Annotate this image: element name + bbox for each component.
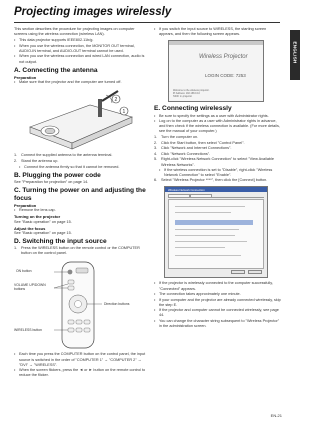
section-a-preparation: Preparation bbox=[14, 75, 37, 81]
direction-buttons-label: Direction buttons bbox=[104, 302, 130, 307]
projector-antenna-illustration bbox=[20, 87, 140, 151]
section-e-sub-bullet: • If the wireless connection is set to "Disable", right-click "Wireless Network Connection" to select "Enable". bbox=[154, 168, 282, 178]
screen-title-bar bbox=[169, 41, 263, 45]
section-e-bullet-2: • Log on to the computer as a user with Administrator rights in advance, and then check if the wireless connection is available. (For more details, see the manual of your computer.) bbox=[154, 119, 282, 134]
section-c-prep-bullet: • Remove the lens cap. bbox=[14, 208, 146, 213]
screen-login-code: LOGIN CODE: 7253 bbox=[205, 73, 246, 79]
section-c-title: C. Turning the power on and adjusting the focus bbox=[14, 187, 146, 202]
dialog-tab-1[interactable] bbox=[168, 194, 190, 198]
section-e-step-3: 3. Click "Network and Internet Connections". bbox=[154, 146, 232, 151]
title-rule bbox=[14, 22, 280, 23]
dialog-line bbox=[175, 229, 239, 230]
dialog-line bbox=[175, 255, 241, 256]
intro-bullet-1: • This data projector supports IEEE802.11b/g. bbox=[14, 38, 146, 43]
section-b-title: B. Plugging the power code bbox=[14, 171, 101, 179]
language-tab-label: ENGLISH bbox=[292, 41, 298, 64]
wireless-button-label: WIRELESS button bbox=[14, 328, 42, 333]
network-list-item[interactable] bbox=[175, 220, 253, 225]
section-e-step-1: 1. Turn the computer on. bbox=[154, 135, 199, 140]
end-bullet-3: • If your computer and the projector are already connected wirelessly, skip the step E. bbox=[154, 298, 282, 308]
wireless-projector-screen bbox=[168, 40, 264, 102]
left-column bbox=[14, 27, 146, 379]
section-a-title: A. Connecting the antenna bbox=[14, 66, 98, 74]
intro-text: This section describes the procedure for projecting images on computer screens using the wireless connection (wireless LAN). bbox=[14, 27, 135, 37]
section-a-sub-bullet: • Connect the antenna firmly so that it cannot be removed. bbox=[14, 165, 146, 170]
section-e-step-5: 5. Right-click "Wireless Network Connection" to select "View Available Wireless Networks". bbox=[154, 157, 275, 167]
section-c-turn-on-see: See "Basic operation" on page 15. bbox=[14, 219, 72, 224]
section-e-step-4: 4. Click "Network Connections". bbox=[154, 151, 211, 156]
section-d-bullet-1: • Each time you press the COMPUTER button on the control panel, the input source is switched in the order of "COMPUTER 1" → "COMPUTER 2" → "DVI" → "WIRELESS". bbox=[14, 352, 146, 367]
section-c-preparation: Preparation bbox=[14, 203, 37, 209]
dialog-line bbox=[175, 247, 225, 248]
svg-text:2: 2 bbox=[114, 97, 118, 104]
volume-buttons-label: VOLUME UP/DOWN buttons bbox=[14, 283, 46, 292]
dialog-close-button[interactable] bbox=[248, 270, 262, 274]
end-bullet-2: • The connection takes approximately one minute. bbox=[154, 292, 282, 297]
dialog-line bbox=[175, 212, 231, 213]
end-bullet-5: • You can change the character string subsequent to "Wireless Projector" in the administration screen. bbox=[154, 319, 282, 329]
wireless-network-dialog bbox=[164, 186, 268, 278]
section-a-step-2: 2. Stand the antenna up. bbox=[14, 158, 59, 163]
dialog-panel bbox=[168, 199, 264, 269]
section-c-focus-head: Adjust the focus bbox=[14, 225, 46, 231]
section-d-bullet-2: • When the screen flickers, press the ◄ or ► button on the remote control to reduce the flicker. bbox=[14, 368, 146, 378]
connect-button[interactable] bbox=[231, 270, 245, 274]
dialog-tab-2[interactable] bbox=[190, 194, 212, 198]
remote-control-illustration bbox=[14, 258, 146, 350]
section-e-step-6: 6. Select "Wireless Projector ****", then click the [Connect] button. bbox=[154, 178, 268, 183]
section-b-see: See "Preparation for projection" on page 14. bbox=[14, 180, 89, 185]
page-number: EN-21 bbox=[270, 413, 282, 418]
dialog-tabs bbox=[168, 194, 264, 198]
right-column bbox=[154, 27, 282, 330]
section-d-title: D. Switching the input source bbox=[14, 237, 107, 245]
section-e-step-2: 2. Click the Start button, then select "Control Panel". bbox=[154, 140, 245, 145]
dialog-title-bar bbox=[165, 187, 267, 192]
intro-bullet-2: • When you use the wireless connection, the MONITOR OUT terminal, AUDIO-IN terminal, and AUDIO-OUT terminal cannot be used. bbox=[14, 44, 146, 54]
screen-info: Welcome to the wireless projector. IP Address: 192.168.0.10 SSID: m-projector bbox=[173, 89, 210, 99]
language-tab bbox=[290, 30, 300, 80]
svg-text:1: 1 bbox=[122, 109, 126, 116]
section-a-prep-bullet: • Make sure that the projector and the computer are turned off. bbox=[14, 80, 146, 85]
on-button-label: ON button bbox=[16, 269, 32, 274]
section-e-bullet-1: • Be sure to specify the settings as a user with Administrator rights. bbox=[154, 114, 282, 119]
section-d-step-1: 1. Press the WIRELESS button on the remote control or the COMPUTER button on the control panel. bbox=[14, 246, 140, 256]
end-bullet-1: • If the projector is wirelessly connected to the computer successfully, "Connected" appears. bbox=[154, 281, 282, 291]
section-a-step-1: 1. Connect the supplied antenna to the antenna terminal. bbox=[14, 153, 113, 158]
section-c-turn-on-head: Turning on the projector bbox=[14, 214, 61, 220]
page-title: Projecting images wirelessly bbox=[14, 6, 172, 18]
top-bullet: • If you switch the input source to WIRELESS, the starting screen appears, and then the following screen appears. bbox=[154, 27, 282, 37]
dialog-title: Wireless Network Connection bbox=[168, 188, 205, 192]
screen-logo: Wireless Projector bbox=[199, 54, 248, 61]
dialog-line bbox=[175, 235, 235, 236]
section-e-title: E. Connecting wirelessly bbox=[154, 105, 232, 113]
section-c-focus-see: See "Basic operation" on page 15. bbox=[14, 230, 72, 235]
dialog-line bbox=[175, 241, 247, 242]
dialog-line bbox=[175, 206, 245, 207]
end-bullet-4: • If the projector and computer cannot be connected wirelessly, see page 44. bbox=[154, 308, 282, 318]
intro-bullet-3: • When you use the wireless connection and wired LAN connection, audio is not output. bbox=[14, 54, 146, 64]
